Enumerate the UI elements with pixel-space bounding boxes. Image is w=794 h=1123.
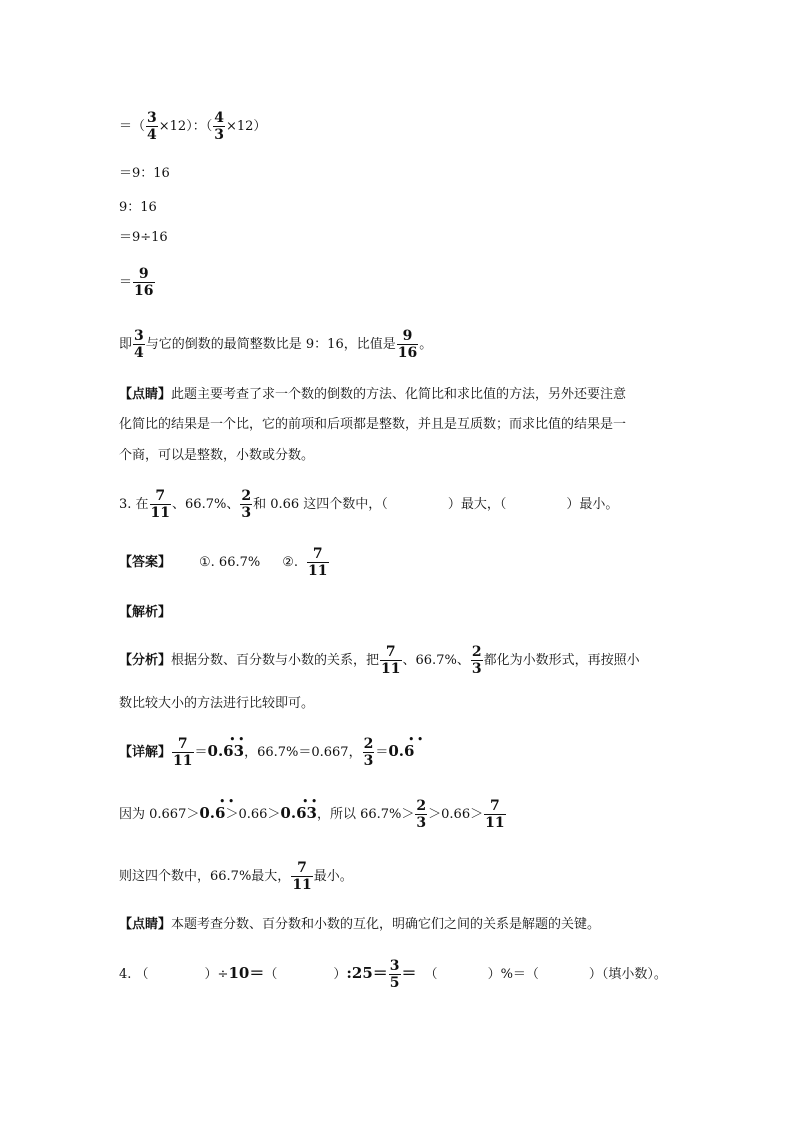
fraction-9-16: $\frac{9}{16}$	[134, 266, 154, 299]
xiangjie-line	[119, 735, 423, 769]
fraction-3-4: $\frac{3}{4}$	[147, 110, 157, 143]
text: ，所以 66.7%＞	[316, 807, 415, 822]
section-label: 【解析】	[119, 605, 172, 620]
text: ）最大，（	[447, 497, 507, 512]
text: ）最小。	[566, 497, 619, 512]
section-label: 【点睛】	[119, 387, 172, 402]
text: 、66.7%、	[172, 497, 240, 512]
fenxi-line-1	[119, 644, 640, 677]
text: （	[424, 967, 438, 982]
section-label: 【点睛】	[119, 917, 172, 932]
section-label: 【详解】	[119, 745, 172, 760]
text: 最小。	[313, 869, 353, 884]
fraction-3-4: $\frac{3}{4}$	[134, 328, 144, 361]
answer-1: ①. 66.7%	[199, 555, 261, 570]
text: 都化为小数形式，再按照小	[483, 653, 640, 668]
expr-line-3: 9：16	[119, 200, 157, 215]
text: （	[264, 967, 278, 982]
text: ＝	[119, 275, 133, 290]
text: 则这四个数中，66.7%最大，	[119, 869, 291, 884]
conclusion-line	[119, 328, 432, 361]
expr-line-4: ＝9÷16	[119, 230, 168, 245]
text: 4. （	[119, 967, 149, 982]
text: ）（填小数）。	[588, 967, 667, 982]
question-3	[119, 488, 618, 521]
dianjing-1-line-3: 个商，可以是整数，小数或分数。	[119, 448, 315, 463]
text: ）	[333, 967, 347, 982]
text: 根据分数、百分数与小数的关系，把	[171, 653, 380, 668]
text: ＞0.66＞	[225, 807, 281, 822]
dianjing-1-line-1	[119, 387, 626, 403]
text: 与它的倒数的最简整数比是 9：16，比值是	[145, 337, 396, 352]
fraction-2-3: $\frac{2}{3}$	[416, 798, 427, 831]
fraction-7-11: $\frac{7}{11}$	[292, 860, 312, 893]
fraction-7-11: $\frac{7}{11}$	[150, 488, 171, 521]
text: ＞0.66＞	[428, 807, 484, 822]
fraction-7-11: $\frac{7}{11}$	[381, 644, 401, 677]
dianjing-1-line-2: 化简比的结果是一个比，它的前项和后项都是整数，并且是互质数；而求比值的结果是一	[119, 417, 627, 432]
repeating-decimal-0-6: 0.6 • •	[199, 797, 234, 822]
ze-line	[119, 860, 353, 893]
fraction-4-3: $\frac{4}{3}$	[214, 110, 224, 143]
fraction-7-11: $\frac{7}{11}$	[485, 798, 505, 831]
fraction-3-5: $\frac{3}{5}$	[389, 958, 400, 991]
section-label: 【答案】	[119, 555, 172, 570]
expr-line-5	[119, 266, 156, 299]
question-4	[119, 958, 667, 991]
repeating-decimal-0-6: 0.6 • •	[388, 735, 423, 760]
fraction-7-11: $\frac{7}{11}$	[173, 736, 193, 769]
answer-line	[119, 546, 330, 579]
text: 即	[119, 337, 133, 352]
expr-line-2: ＝9：16	[119, 166, 170, 181]
fraction-2-3: $\frac{2}{3}$	[363, 736, 374, 769]
text: 和 0.66 这四个数中，（	[253, 497, 388, 512]
fraction-2-3: $\frac{2}{3}$	[471, 644, 482, 677]
text: ）÷	[204, 967, 229, 982]
fraction-2-3: $\frac{2}{3}$	[241, 488, 252, 521]
text: 因为 0.667＞	[119, 807, 200, 822]
text: ，66.7%＝0.667，	[244, 745, 362, 760]
text: 此题主要考查了求一个数的倒数的方法、化简比和求比值的方法，另外还要注意	[171, 387, 627, 402]
section-label: 【分析】	[119, 653, 172, 668]
answer-2-label: ②.	[282, 555, 299, 570]
jiexi-line	[119, 605, 171, 621]
fraction-7-11: $\frac{7}{11}$	[308, 546, 328, 579]
text: 3. 在	[119, 497, 149, 512]
ratio-25: :25＝	[346, 964, 388, 982]
text: ＝	[194, 745, 208, 760]
ten-bold: 10＝	[228, 964, 265, 982]
text: 、66.7%、	[402, 653, 470, 668]
expr-line-1	[119, 110, 266, 143]
text: ＝	[375, 745, 389, 760]
text: ×12）：（	[158, 119, 213, 134]
text: 。	[419, 337, 433, 352]
repeating-decimal-0-63: 0.63 • •	[207, 735, 245, 760]
text: 本题考查分数、百分数和小数的互化，明确它们之间的关系是解题的关键。	[171, 917, 601, 932]
equals-bold: ＝	[401, 964, 417, 982]
text: ）%＝（	[487, 967, 539, 982]
text: ＝（	[119, 119, 146, 134]
fraction-9-16: $\frac{9}{16}$	[397, 328, 418, 361]
yinwei-line	[119, 798, 507, 831]
fenxi-line-2: 数比较大小的方法进行比较即可。	[119, 696, 315, 711]
repeating-decimal-0-63: 0.63 • •	[280, 797, 318, 822]
text: ×12）	[225, 119, 267, 134]
dianjing-2-line	[119, 917, 600, 933]
